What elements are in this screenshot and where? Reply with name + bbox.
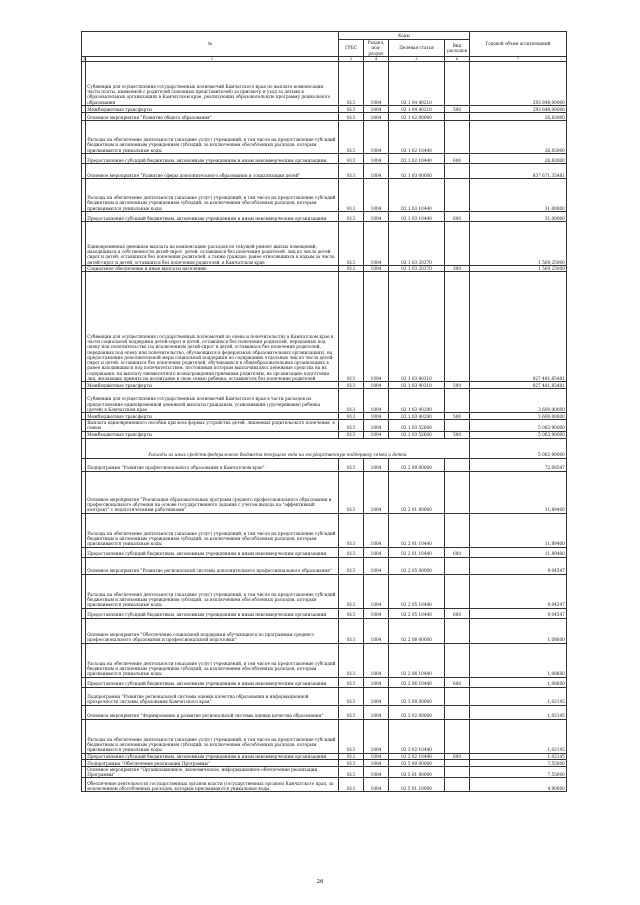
- table-row: [82, 153, 567, 163]
- table-row: [82, 766, 567, 778]
- expense-type-cell: 500: [445, 431, 470, 438]
- name-cell: Основное мероприятие "Развитие сферы дополнительного образования и социализации детей": [86, 163, 339, 178]
- razdel-cell: 1004: [364, 766, 389, 778]
- amount-cell: 1 569,25000: [470, 221, 567, 265]
- expense-type-cell: [445, 766, 470, 778]
- name-cell: Подпрограмма "Развитие региональной системы оценки качества образования и информационной прозрачности системы образования Камчатского края": [86, 687, 339, 705]
- target-article-cell: 02 2 01 10440: [389, 547, 445, 557]
- grbs-cell: 813: [339, 753, 364, 759]
- budget-table: [81, 31, 567, 792]
- name-cell: Основное мероприятие "Реализация образовательных программ среднего профессионального образования и профессионального обучения на основе государственного задания с учетом выхода на "эффективный контракт" с педагогическими работниками": [86, 471, 339, 513]
- table-row: [82, 211, 567, 221]
- razdel-cell: 1004: [364, 778, 389, 792]
- expense-type-cell: [445, 420, 470, 432]
- grbs-cell: 813: [339, 221, 364, 265]
- target-article-cell: 02 5 01 00000: [389, 766, 445, 778]
- target-article-cell: 02 5 00 00000: [389, 759, 445, 766]
- table-row: [82, 513, 567, 547]
- amount-cell: 7,55000: [470, 766, 567, 778]
- grbs-cell: 813: [339, 265, 364, 271]
- amount-cell: 1,08600: [470, 643, 567, 677]
- table-row: [82, 420, 567, 432]
- grbs-cell: 813: [339, 618, 364, 643]
- razdel-cell: 1004: [364, 643, 389, 677]
- target-article-cell: 02 2 05 10440: [389, 608, 445, 618]
- grbs-cell: 813: [339, 420, 364, 432]
- name-cell: Межбюджетные трансферты: [86, 431, 339, 438]
- amount-cell: 3 600,00000: [470, 389, 567, 413]
- razdel-cell: 1004: [364, 719, 389, 753]
- expense-type-cell: [445, 112, 470, 120]
- expense-type-cell: 300: [445, 265, 470, 271]
- razdel-cell: 1004: [364, 382, 389, 389]
- name-cell: Субвенции для осуществления государственных полномочий Камчатского края по выплате компенсации части платы, взимаемой с родителей (законных представителей) за присмотр и уход за детьми в образовательных организациях в Камчатском крае, реализующих образовательную программу дошкольного образования: [86, 61, 339, 105]
- table-row: [82, 643, 567, 677]
- razdel-cell: 1004: [364, 431, 389, 438]
- grbs-cell: 813: [339, 178, 364, 211]
- amount-cell: 5 063,90000: [470, 420, 567, 432]
- page-number: 26: [316, 879, 324, 885]
- table-row: [82, 431, 567, 438]
- expense-type-cell: [445, 574, 470, 608]
- table-row: [82, 221, 567, 265]
- amount-cell: 293 848,00000: [470, 61, 567, 105]
- table-row: [82, 547, 567, 557]
- target-article-cell: 02 3 00 00000: [389, 687, 445, 705]
- table-row: [82, 120, 567, 153]
- name-cell: Расходы на обеспечение деятельности (оказание услуг) учреждений, в том числе на предоставление субсидий бюджетным и автономным учреждениям субсидий, за исключением обособленных расходов, которым присваиваются уникальные коды: [86, 120, 339, 153]
- grbs-cell: 813: [339, 608, 364, 618]
- grbs-cell: 813: [339, 766, 364, 778]
- amount-cell: 11,89400: [470, 471, 567, 513]
- razdel-cell: 1004: [364, 105, 389, 112]
- table-row: [82, 759, 567, 766]
- razdel-cell: 1004: [364, 112, 389, 120]
- grbs-cell: 813: [339, 153, 364, 163]
- grbs-cell: 813: [339, 272, 364, 382]
- name-cell: Предоставление субсидий бюджетным, автономным учреждениям и иным некоммерческим организациям: [86, 608, 339, 618]
- target-article-cell: 02 1 03 40310: [389, 382, 445, 389]
- target-article-cell: 02 2 06 00000: [389, 618, 445, 643]
- name-cell: Межбюджетные трансферты: [86, 413, 339, 420]
- name-cell: Расходы на обеспечение деятельности (оказание услуг) учреждений, в том числе на предоставление субсидий бюджетным и автономным учреждениям субсидий, за исключением обособленных расходов, которым присваиваются уникальные коды: [86, 719, 339, 753]
- grbs-cell: 813: [339, 382, 364, 389]
- grbs-cell: 813: [339, 513, 364, 547]
- table-row: [82, 458, 567, 471]
- target-article-cell: 02 1 03 40310: [389, 272, 445, 382]
- target-article-cell: 02 3 02 00000: [389, 705, 445, 719]
- grbs-cell: 813: [339, 557, 364, 574]
- table-row: [82, 61, 567, 105]
- table-row: [82, 608, 567, 618]
- name-cell: Единовременная денежная выплата на компенсацию расходов по текущей ремонт жилых помещений, находящихся в собственности детей-сирот, детей, оставшихся без попечения родителей, лиц из числа детей-сирот и детей, оставшихся без попечения родителей, а также граждан, ранее относившихся к кадым за числа детей-сирот и детей, оставшихся без попечения родителей, в Камчатском крае: [86, 221, 339, 265]
- expense-type-cell: 500: [445, 105, 470, 112]
- expense-type-cell: 600: [445, 677, 470, 687]
- razdel-cell: 1004: [364, 413, 389, 420]
- amount-cell: 1,02145: [470, 687, 567, 705]
- name-cell: Расходы на обеспечение деятельности (оказание услуг) учреждений, в том числе на предоставление субсидий бюджетным и автономным учреждениям субсидий, за исключением обособленных расходов, которым присваиваются уникальные коды: [86, 643, 339, 677]
- grbs-cell: 813: [339, 574, 364, 608]
- razdel-cell: 1004: [364, 272, 389, 382]
- table-row: [82, 272, 567, 382]
- table-row: [82, 719, 567, 753]
- amount-cell: 31,00000: [470, 211, 567, 221]
- target-article-cell: 02 2 06 10440: [389, 677, 445, 687]
- table-row: [82, 557, 567, 574]
- razdel-cell: 1004: [364, 420, 389, 432]
- amount-cell: 9,04547: [470, 608, 567, 618]
- grbs-cell: 813: [339, 719, 364, 753]
- name-cell: Предоставление субсидий бюджетным, автономным учреждениям и иным некоммерческим организациям: [86, 153, 339, 163]
- razdel-cell: 1004: [364, 547, 389, 557]
- amount-cell: 4,90000: [470, 778, 567, 792]
- target-article-cell: 02 2 05 10440: [389, 574, 445, 608]
- header-number: №: [82, 32, 339, 57]
- target-article-cell: 02 1 03 10440: [389, 178, 445, 211]
- table-row: [82, 471, 567, 513]
- amount-cell: 26,83000: [470, 153, 567, 163]
- razdel-cell: 1004: [364, 389, 389, 413]
- target-article-cell: 02 2 01 00000: [389, 471, 445, 513]
- name-cell: Субвенции для осуществления государственных полномочий по опеке и попечительству в Камчатском крае в части социальной поддержки детей-сирот и детей, оставшихся без попечения родителей, переданных под опеку или попечительство (за исключением детей-сирот и детей, оставшихся без попечения родителей, переданных под опеку или попечительство, обучающихся в федеральных образовательных организациях), на предоставление дополнительной меры социальной поддержки по содержанию отдельных лиц из числа детей-сирот и детей, оставшихся без попечения родителей, обучающихся в общеобразовательных организациях в ранее находившихся под попечительством, постоянным которым выплачивались денежные средства на их содержание, на выплату ежемесячного вознаграждения приемным родителям, на организацию подготовки лиц, желающих принять на воспитание в свою семью ребенка, оставшегося без попечения родителей: [86, 272, 339, 382]
- header-number-1: 1: [83, 56, 86, 61]
- razdel-cell: 1004: [364, 458, 389, 471]
- header-razdel: Раздел, под-раздел: [364, 40, 389, 57]
- target-article-cell: 02 2 01 10440: [389, 513, 445, 547]
- name-cell: Обеспечение деятельности государственных органов власти (государственных органов) Камчатского края, за исключением обособленных расходов, которым присваиваются уникальные коды: [86, 778, 339, 792]
- target-article-cell: 02 1 02 10440: [389, 153, 445, 163]
- amount-cell: 7,55000: [470, 759, 567, 766]
- table-row: [82, 574, 567, 608]
- razdel-cell: 1004: [364, 618, 389, 643]
- name-cell: Межбюджетные трансферты: [86, 105, 339, 112]
- target-article-cell: 02 1 03 52600: [389, 420, 445, 432]
- table-row: [82, 178, 567, 211]
- header-number-2: 2: [86, 56, 339, 61]
- target-article-cell: 02 1 04 40210: [389, 61, 445, 105]
- target-article-cell: 02 1 04 40210: [389, 105, 445, 112]
- target-article-cell: 02 3 02 10440: [389, 719, 445, 753]
- table-row: [82, 705, 567, 719]
- expense-type-cell: [445, 778, 470, 792]
- table-row: [82, 687, 567, 705]
- grbs-cell: 813: [339, 105, 364, 112]
- amount-cell: 293 848,00000: [470, 105, 567, 112]
- grbs-cell: 813: [339, 677, 364, 687]
- amount-cell: 1,02145: [470, 753, 567, 759]
- razdel-cell: 1004: [364, 120, 389, 153]
- expense-type-cell: [445, 471, 470, 513]
- amount-cell: 827 481,85481: [470, 272, 567, 382]
- grbs-cell: 813: [339, 687, 364, 705]
- expense-type-cell: [445, 618, 470, 643]
- grbs-cell: 813: [339, 431, 364, 438]
- name-cell: Основное мероприятие "Формирование и развитие региональной системы оценки качества образования": [86, 705, 339, 719]
- table-row: [82, 778, 567, 792]
- amount-cell: 1 569,25000: [470, 265, 567, 271]
- header-number-7: 7: [470, 56, 567, 61]
- table-row: [82, 163, 567, 178]
- grbs-cell: 813: [339, 112, 364, 120]
- amount-cell: 72,08547: [470, 458, 567, 471]
- razdel-cell: 1004: [364, 471, 389, 513]
- grbs-cell: 813: [339, 778, 364, 792]
- target-article-cell: 02 3 02 10440: [389, 753, 445, 759]
- expense-type-cell: 600: [445, 753, 470, 759]
- amount-cell: 1,02145: [470, 705, 567, 719]
- name-cell: Основное мероприятие "Обеспечение социальной поддержки обучающихся по программам среднего профессионального образования и профессиональной подготовки": [86, 618, 339, 643]
- razdel-cell: 1004: [364, 759, 389, 766]
- razdel-cell: 1004: [364, 687, 389, 705]
- header-amount: Годовой объем ассигнований: [470, 32, 567, 57]
- name-cell: Предоставление субсидий бюджетным, автономным учреждениям и иным некоммерческим организациям: [86, 211, 339, 221]
- amount-cell: 31,00000: [470, 178, 567, 211]
- header-codes: Коды: [339, 32, 470, 40]
- table-row: [82, 618, 567, 643]
- expense-type-cell: [445, 643, 470, 677]
- expense-type-cell: 600: [445, 211, 470, 221]
- name-cell: Основное мероприятие "Организационное, экономическое, информационное обеспечение реализации Программы": [86, 766, 339, 778]
- expense-type-cell: 600: [445, 608, 470, 618]
- name-cell: Социальное обеспечение и иные выплаты населению: [86, 265, 339, 271]
- expense-type-cell: [445, 705, 470, 719]
- name-cell: Предоставление субсидий бюджетным, автономным учреждениям и иным некоммерческим организациям: [86, 547, 339, 557]
- amount-cell: 1,02145: [470, 719, 567, 753]
- header-number-5: 5: [389, 56, 445, 61]
- amount-cell: 1,08600: [470, 618, 567, 643]
- razdel-cell: 1004: [364, 608, 389, 618]
- razdel-cell: 1004: [364, 753, 389, 759]
- expense-type-cell: 500: [445, 413, 470, 420]
- grbs-cell: 813: [339, 211, 364, 221]
- expense-type-cell: [445, 458, 470, 471]
- expense-type-cell: [445, 221, 470, 265]
- amount-cell: 3 600,00000: [470, 413, 567, 420]
- razdel-cell: 1004: [364, 153, 389, 163]
- amount-cell: 9,04547: [470, 557, 567, 574]
- name-cell: Межбюджетные трансферты: [86, 382, 339, 389]
- grbs-cell: 813: [339, 705, 364, 719]
- amount-cell: 26,83000: [470, 112, 567, 120]
- name-cell: Подпрограмма "Обеспечение реализации Программы": [86, 759, 339, 766]
- name-cell: Основное мероприятие "Развитие общего образования": [86, 112, 339, 120]
- expense-type-cell: 600: [445, 547, 470, 557]
- amount-cell: 9,04547: [470, 574, 567, 608]
- razdel-cell: 1004: [364, 221, 389, 265]
- target-article-cell: 02 2 05 00000: [389, 557, 445, 574]
- expense-type-cell: [445, 719, 470, 753]
- amount-cell: 1,08600: [470, 677, 567, 687]
- grbs-cell: 813: [339, 458, 364, 471]
- razdel-cell: 1004: [364, 557, 389, 574]
- razdel-cell: 1004: [364, 574, 389, 608]
- expense-type-cell: [445, 178, 470, 211]
- name-cell: Подпрограмма "Развитие профессионального образования в Камчатском крае": [86, 458, 339, 471]
- note-text: Расходы из иных средств федерального бюджета текущего года на государственную поддержку семей и детей: [86, 438, 470, 458]
- expense-type-cell: 500: [445, 382, 470, 389]
- razdel-cell: 1004: [364, 211, 389, 221]
- expense-type-cell: [445, 759, 470, 766]
- amount-cell: 827 481,85481: [470, 382, 567, 389]
- amount-cell: 11,89400: [470, 547, 567, 557]
- target-article-cell: 02 1 03 10440: [389, 211, 445, 221]
- name-cell: Расходы на обеспечение деятельности (оказание услуг) учреждений, в том числе на предоставление субсидий бюджетным и автономным учреждениям субсидий, за исключением обособленных расходов, которым присваиваются уникальные коды: [86, 178, 339, 211]
- table-row: [82, 389, 567, 413]
- header-number-3: 3: [339, 56, 364, 61]
- grbs-cell: 813: [339, 61, 364, 105]
- expense-type-cell: [445, 272, 470, 382]
- name-cell: Субвенции для осуществления государственных полномочий Камчатского края в части расходов на предоставление единовременной денежной выплаты гражданам, усыновившим (удочерившим) ребенка (детей) в Камчатском крае: [86, 389, 339, 413]
- amount-cell: 5 063,90000: [470, 438, 567, 458]
- target-article-cell: 02 2 00 00000: [389, 458, 445, 471]
- razdel-cell: 1004: [364, 513, 389, 547]
- amount-cell: 11,89400: [470, 513, 567, 547]
- expense-type-cell: [445, 120, 470, 153]
- table-row: [82, 105, 567, 112]
- name-cell: Расходы на обеспечение деятельности (оказание услуг) учреждений, в том числе на предоставление субсидий бюджетным и автономным учреждениям субсидий, за исключением обособленных расходов, которым присваиваются уникальные коды: [86, 513, 339, 547]
- target-article-cell: 02 1 03 00000: [389, 163, 445, 178]
- expense-type-cell: [445, 61, 470, 105]
- amount-cell: 837 671,35481: [470, 163, 567, 178]
- razdel-cell: 1004: [364, 163, 389, 178]
- razdel-cell: 1004: [364, 61, 389, 105]
- target-article-cell: 02 1 03 20370: [389, 221, 445, 265]
- grbs-cell: 813: [339, 413, 364, 420]
- grbs-cell: 813: [339, 163, 364, 178]
- table-row: [82, 413, 567, 420]
- name-cell: Предоставление субсидий бюджетным, автономным учреждениям и иным некоммерческим организациям: [86, 677, 339, 687]
- target-article-cell: 02 1 03 40290: [389, 413, 445, 420]
- target-article-cell: 02 1 03 20370: [389, 265, 445, 271]
- grbs-cell: 813: [339, 643, 364, 677]
- expense-type-cell: [445, 513, 470, 547]
- table-body: [82, 61, 567, 792]
- table-row: [82, 438, 567, 458]
- header-grbs: ГРБС: [339, 40, 364, 57]
- name-cell: Предоставление субсидий бюджетным, автономным учреждениям и иным некоммерческим организациям: [86, 753, 339, 759]
- table-row: [82, 677, 567, 687]
- razdel-cell: 1004: [364, 705, 389, 719]
- grbs-cell: 813: [339, 547, 364, 557]
- name-cell: Расходы на обеспечение деятельности (оказание услуг) учреждений, в том числе на предоставление субсидий бюджетным и автономным учреждениям субсидий, за исключением обособленных расходов, которым присваиваются уникальные коды: [86, 574, 339, 608]
- table-row: [82, 382, 567, 389]
- grbs-cell: 813: [339, 759, 364, 766]
- header-number-6: 6: [445, 56, 470, 61]
- razdel-cell: 1004: [364, 265, 389, 271]
- header-celevaya: Целевая статья: [389, 40, 445, 57]
- grbs-cell: 813: [339, 471, 364, 513]
- grbs-cell: 813: [339, 120, 364, 153]
- razdel-cell: 1004: [364, 677, 389, 687]
- target-article-cell: 02 1 02 10440: [389, 120, 445, 153]
- razdel-cell: 1004: [364, 178, 389, 211]
- expense-type-cell: [445, 557, 470, 574]
- expense-type-cell: [445, 163, 470, 178]
- header-vid: Вид расходов: [445, 40, 470, 57]
- target-article-cell: 02 5 01 10000: [389, 778, 445, 792]
- grbs-cell: 813: [339, 389, 364, 413]
- target-article-cell: 02 1 03 40290: [389, 389, 445, 413]
- expense-type-cell: [445, 687, 470, 705]
- target-article-cell: 02 1 03 52600: [389, 431, 445, 438]
- target-article-cell: 02 1 02 00000: [389, 112, 445, 120]
- expense-type-cell: [445, 389, 470, 413]
- name-cell: Выплата единовременного пособия при всех формах устройства детей, лишенных родительского попечения, в семью: [86, 420, 339, 432]
- header-number-4: 4: [364, 56, 389, 61]
- expense-type-cell: 600: [445, 153, 470, 163]
- name-cell: Основное мероприятие "Развитие региональной системы дополнительного профессионального образования": [86, 557, 339, 574]
- amount-cell: 26,83000: [470, 120, 567, 153]
- table-row: [82, 112, 567, 120]
- target-article-cell: 02 2 06 10440: [389, 643, 445, 677]
- amount-cell: 5 063,90000: [470, 431, 567, 438]
